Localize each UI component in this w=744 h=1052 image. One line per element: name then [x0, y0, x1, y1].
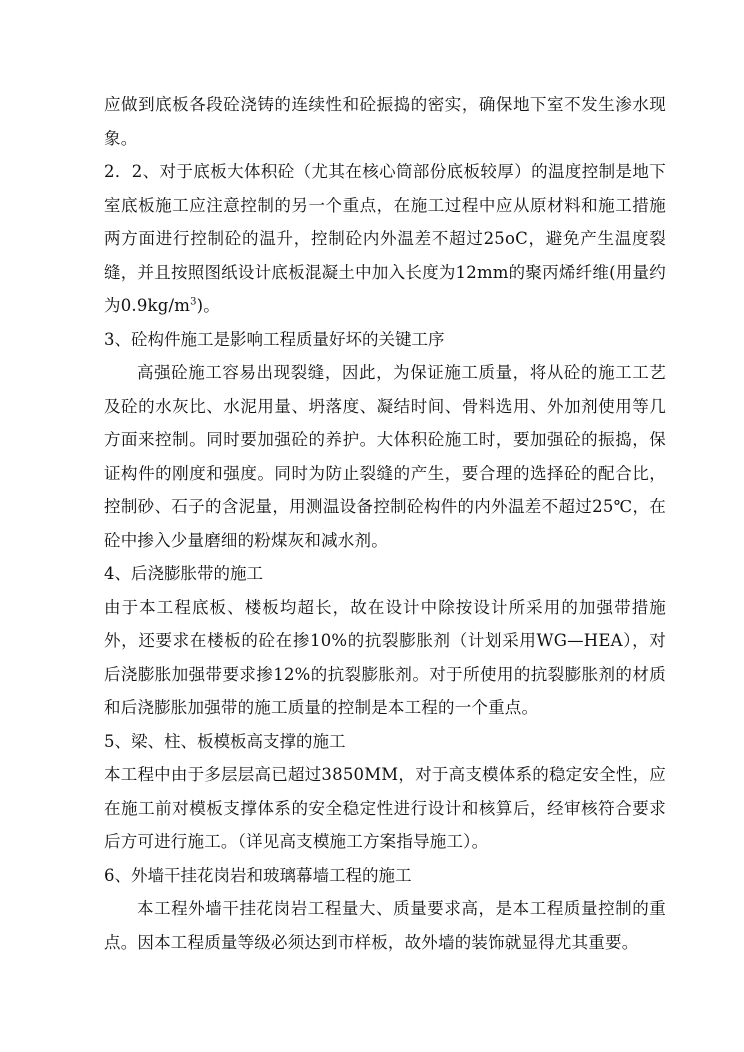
- paragraph-expansion-band: 由于本工程底板、楼板均超长，故在设计中除按设计所采用的加强带措施外，还要求在楼板的砼在掺10%的抗裂膨胀剂（计划采用WG—HEA），对后浇膨胀加强带要求掺12%的抗裂膨胀剂。对于所使用的抗裂膨胀剂的材质和后浇膨胀加强带的施工质量的控制是本工程的一个重点。: [104, 597, 666, 717]
- section-heading-5: 5、梁、柱、板模板高支撑的施工: [104, 731, 346, 751]
- section-heading-4: 4、后浇膨胀带的施工: [104, 564, 263, 583]
- paragraph-mass-concrete-temperature-main: 2．2、对于底板大体积砼（尤其在核心筒部份底板较厚）的温度控制是地下室底板施工应注意控制的另一个重点，在施工过程中应从原材料和施工措施两方面进行控制砼的温升，控制砼内外温差不超过25oC，避免产生温度裂缝，并且按照图纸设计底板混凝土中加入长度为12mm的聚丙烯纤维(用量约为0.9kg/m: [104, 162, 666, 315]
- cubic-superscript: 3: [190, 296, 197, 308]
- paragraph-high-formwork-support: 本工程中由于多层层高已超过3850MM，对于高支模体系的稳定安全性，应在施工前对模板支撑体系的安全稳定性进行设计和核算后，经审核符合要求后方可进行施工。（详见高支模施工方案指导施工）。: [104, 765, 666, 851]
- section-heading-3: 3、砼构件施工是影响工程质量好坏的关键工序: [104, 329, 445, 349]
- paragraph-exterior-wall-granite: 本工程外墙干挂花岗岩工程量大、质量要求高，是本工程质量控制的重点。因本工程质量等级必须达到市样板，故外墙的装饰就显得尤其重要。: [104, 899, 666, 952]
- section-heading-6: 6、外墙干挂花岗岩和玻璃幕墙工程的施工: [104, 865, 412, 885]
- paragraph-mass-concrete-temperature-end: )。: [196, 296, 221, 315]
- paragraph-concrete-continuity: 应做到底板各段砼浇铸的连续性和砼振捣的密实，确保地下室不发生渗水现象。: [104, 95, 666, 148]
- paragraph-high-strength-concrete: 高强砼施工容易出现裂缝，因此，为保证施工质量，将从砼的施工工艺及砼的水灰比、水泥用量、坍落度、凝结时间、骨料选用、外加剂使用等几方面来控制。同时要加强砼的养护。大体积砼施工时，要加强砼的振捣，保证构件的刚度和强度。同时为防止裂缝的产生，要合理的选择砼的配合比，控制砂、石子的含泥量，用测温设备控制砼构件的内外温差不超过25℃，在砼中掺入少量磨细的粉煤灰和减水剂。: [104, 363, 666, 550]
- paragraph-mass-concrete-temperature: [104, 155, 666, 323]
